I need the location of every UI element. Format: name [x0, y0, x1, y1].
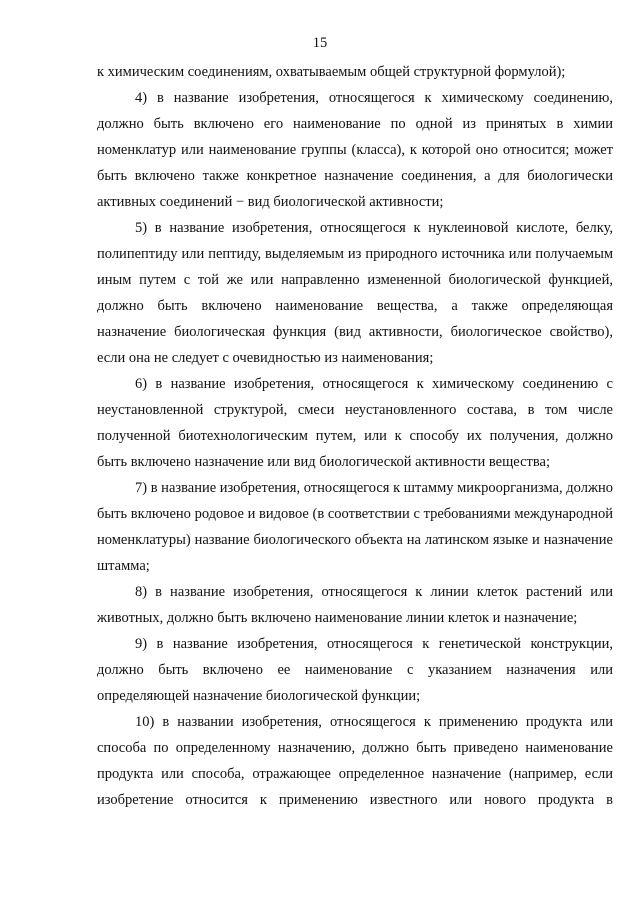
paragraph-item-4: 4) в название изобретения, относящегося к химическому соединению, должно быть включено его наименование по одной из принятых в химии номенклатур или наименование группы (класса), к которой оно относится; может быть включено также конкретное назначение соединения, а для биологически активных соединений − вид биологической активности;	[97, 90, 613, 210]
paragraph-item-7: 7) в название изобретения, относящегося к штамму микроорганизма, должно быть включено родовое и видовое (в соответствии с требованиями международной номенклатуры) название биологического объекта на латинском языке и назначение штамма;	[97, 480, 613, 574]
body-text	[97, 59, 613, 813]
paragraph-continuation: к химическим соединениям, охватываемым общей структурной формулой);	[97, 64, 566, 80]
paragraph-item-8: 8) в название изобретения, относящегося к линии клеток растений или животных, должно быть включено наименование линии клеток и назначение;	[97, 584, 613, 626]
page-number: 15	[312, 35, 328, 51]
paragraph-item-5: 5) в название изобретения, относящегося к нуклеиновой кислоте, белку, полипептиду или пептиду, выделяемым из природного источника или получаемым иным путем с той же или направленно измененной биологической функцией, должно быть включено наименование вещества, а также определяющая назначение биологическая функция (вид активности, биологическое свойство), если она не следует с очевидностью из наименования;	[97, 220, 613, 366]
paragraph-item-10: 10) в названии изобретения, относящегося к применению продукта или способа по определенному назначению, должно быть приведено наименование продукта или способа, отражающее определенное назначение (например, если изобретение относится к применению известного или нового продукта в	[97, 714, 613, 808]
paragraph-item-6: 6) в название изобретения, относящегося к химическому соединению с неустановленной структурой, смеси неустановленного состава, в том числе полученной биотехнологическим путем, или к способу их получения, должно быть включено назначение или вид биологической активности вещества;	[97, 376, 613, 470]
paragraph-item-9: 9) в название изобретения, относящегося к генетической конструкции, должно быть включено ее наименование с указанием назначения или определяющей назначение биологической функции;	[97, 636, 613, 704]
